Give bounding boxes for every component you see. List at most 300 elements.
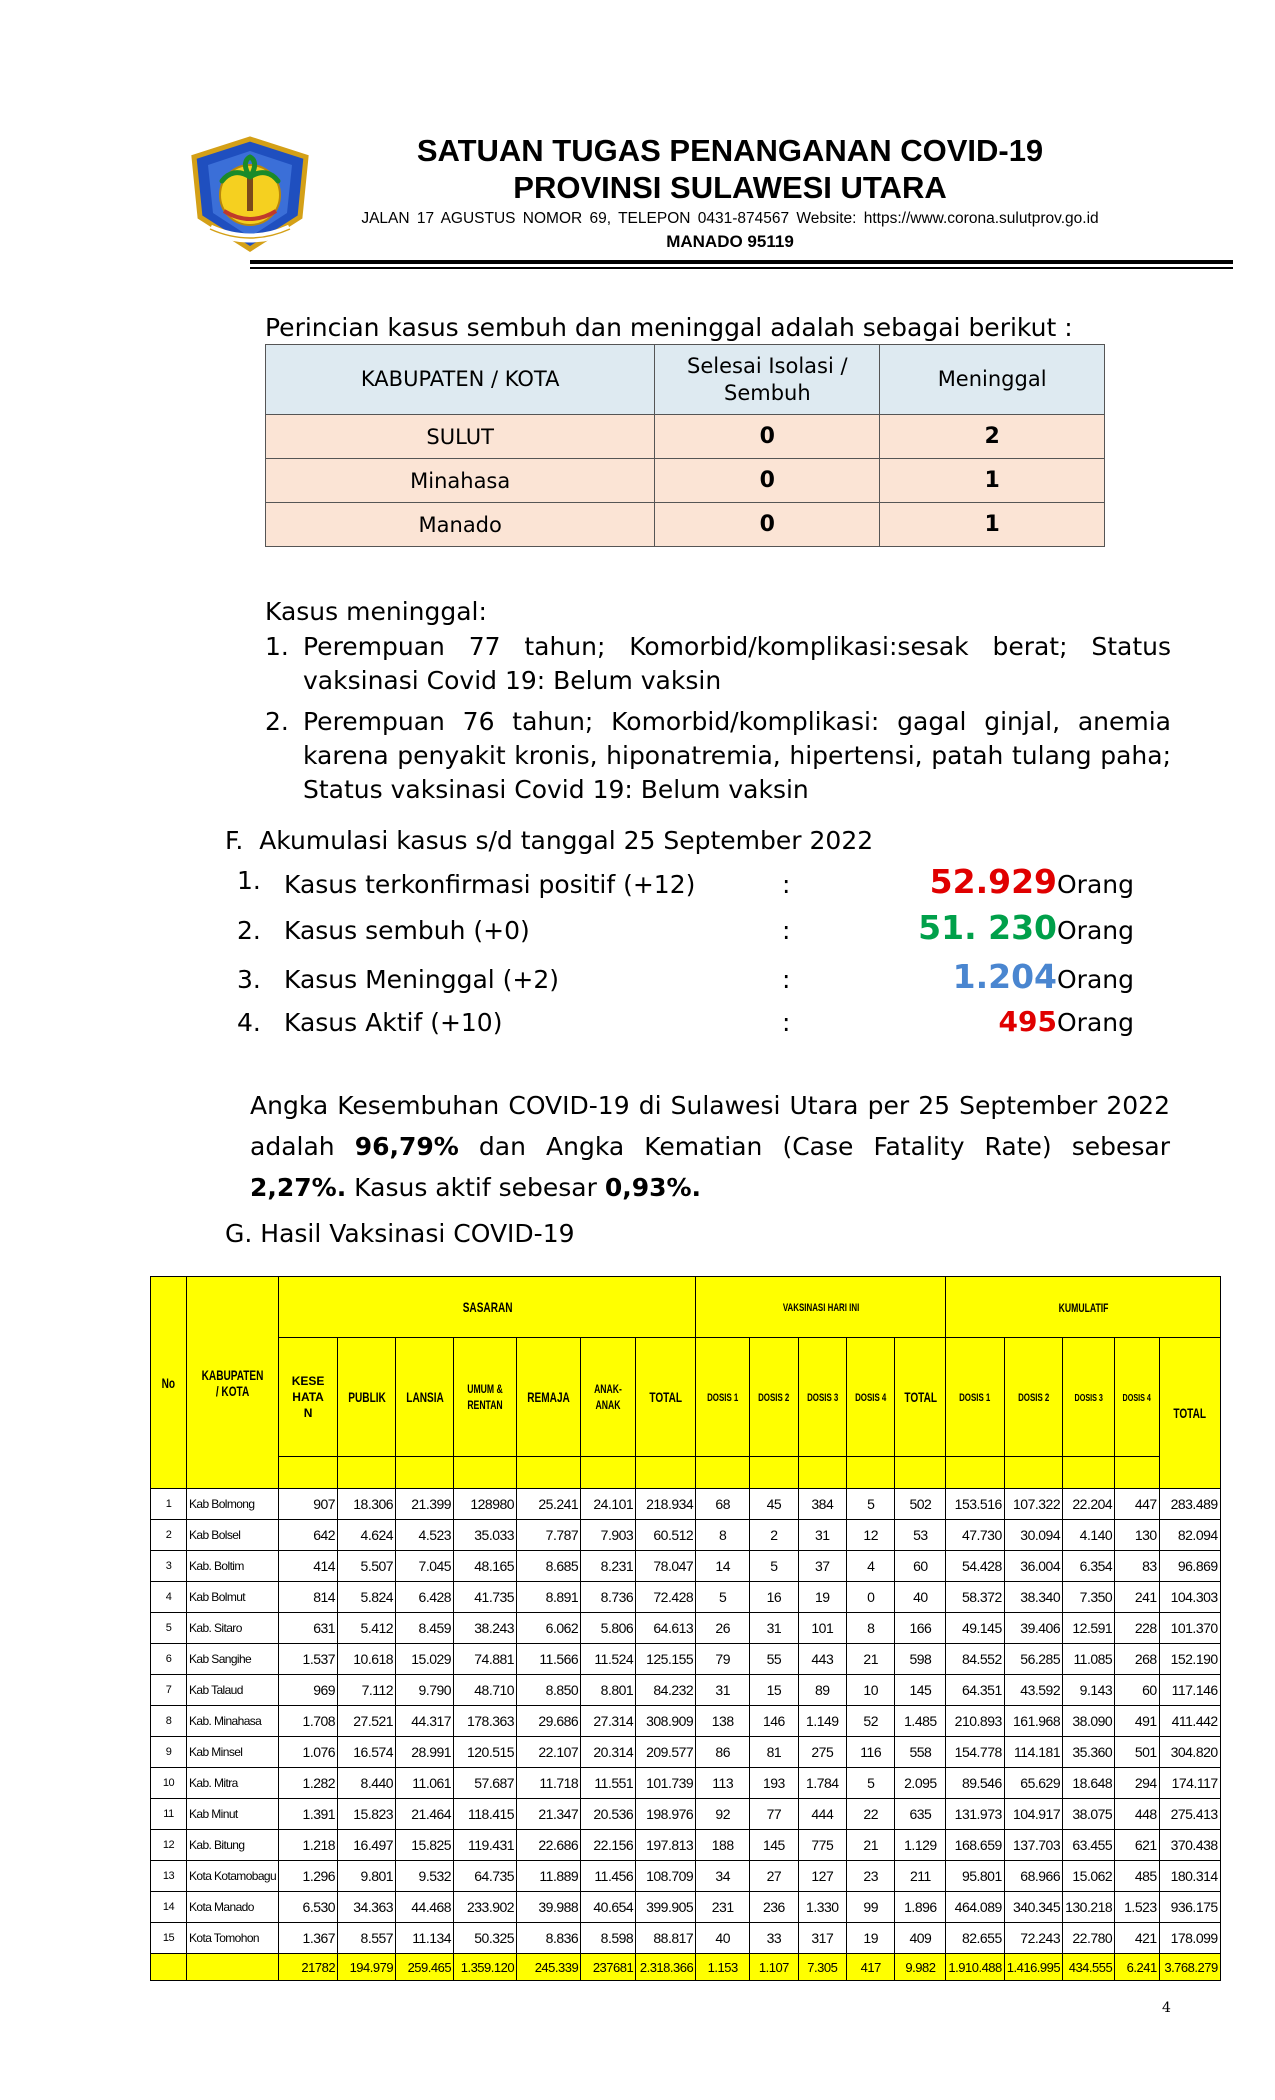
value-cell: 5.824 (338, 1582, 396, 1613)
value-cell: 417 (847, 1954, 895, 1981)
accumulation-label: Kasus Meninggal (+2) (284, 965, 560, 994)
value-cell: 22.686 (517, 1830, 581, 1861)
vax-total-row (151, 1954, 1221, 1981)
value-cell: 8.557 (338, 1923, 396, 1954)
death-case-number: 1. (265, 632, 289, 661)
value-cell: 116 (847, 1737, 895, 1768)
value-cell: 120.515 (454, 1737, 517, 1768)
recovery-death-table (265, 344, 1105, 547)
accumulation-row-recovered (237, 908, 1137, 956)
value-cell: 414 (279, 1551, 338, 1582)
row-number-cell: 4 (151, 1582, 187, 1613)
page-number: 4 (1162, 2000, 1171, 2016)
value-cell: 145 (895, 1675, 946, 1706)
value-cell: 178.099 (1159, 1923, 1220, 1954)
value-cell: 501 (1115, 1737, 1159, 1768)
summary-text: Kasus aktif sebesar (346, 1173, 605, 1202)
vax-col-kum-dosis1 (946, 1338, 1004, 1457)
value-cell: 2.318.366 (636, 1954, 696, 1981)
region-cell: Minahasa (266, 459, 655, 503)
value-cell: 84.232 (636, 1675, 696, 1706)
value-cell: 39.406 (1004, 1613, 1062, 1644)
accumulation-colon: : (782, 916, 791, 945)
value-cell: 6.241 (1115, 1954, 1159, 1981)
value-cell: 113 (696, 1768, 750, 1799)
value-cell: 22 (847, 1799, 895, 1830)
vax-blank-cell (581, 1457, 636, 1489)
value-cell: 72.428 (636, 1582, 696, 1613)
table-row (151, 1892, 1221, 1923)
vax-blank-cell (946, 1457, 1004, 1489)
value-cell: 99 (847, 1892, 895, 1923)
value-cell: 65.629 (1004, 1768, 1062, 1799)
value-cell: 3.768.279 (1159, 1954, 1220, 1981)
table-row (151, 1830, 1221, 1861)
vax-header-hari-ini (696, 1277, 946, 1338)
vax-col-dosis3 (798, 1338, 846, 1457)
accumulation-index: 4. (237, 1008, 261, 1037)
value-cell: 154.778 (946, 1737, 1004, 1768)
vax-col-label: TOTAL (649, 1389, 683, 1405)
value-cell: 56.285 (1004, 1644, 1062, 1675)
accumulation-unit: Orang (1057, 870, 1134, 899)
vax-col-label: PUBLIK (347, 1389, 386, 1405)
vax-col-label: ANAK-ANAK (594, 1382, 623, 1412)
row-number-cell: 7 (151, 1675, 187, 1706)
letterhead-divider-thick (250, 260, 1233, 264)
region-cell: Manado (266, 503, 655, 547)
value-cell: 36.004 (1004, 1551, 1062, 1582)
summary-text: dan Angka Kematian (Case Fatality Rate) sebesar (458, 1132, 1170, 1161)
column-header-sembuh-label: Selesai Isolasi / Sembuh (687, 353, 848, 405)
value-cell: 29.686 (517, 1706, 581, 1737)
value-cell: 20.536 (581, 1799, 636, 1830)
vax-col-kum-dosis4 (1115, 1338, 1159, 1457)
value-cell: 9.801 (338, 1861, 396, 1892)
vax-col-label: LANSIA (405, 1389, 444, 1405)
value-cell: 775 (798, 1830, 846, 1861)
value-cell: 11.566 (517, 1644, 581, 1675)
value-cell: 11.061 (396, 1768, 454, 1799)
value-cell: 21782 (279, 1954, 338, 1981)
value-cell: 52 (847, 1706, 895, 1737)
row-number-cell: 8 (151, 1706, 187, 1737)
value-cell: 259.465 (396, 1954, 454, 1981)
value-cell: 8.850 (517, 1675, 581, 1706)
value-cell: 2.095 (895, 1768, 946, 1799)
value-cell: 10 (847, 1675, 895, 1706)
deaths-cell: 1 (880, 503, 1105, 547)
vax-col-label: DOSIS 2 (758, 1392, 790, 1404)
deaths-label: Kasus meninggal: (265, 597, 487, 626)
vax-col-label: DOSIS 1 (707, 1392, 739, 1404)
column-header-kabupaten: KABUPATEN / KOTA (266, 345, 655, 415)
value-cell: 1.129 (895, 1830, 946, 1861)
region-name-cell: Kab. Boltim (187, 1551, 279, 1582)
value-cell: 21 (847, 1830, 895, 1861)
death-case-item (265, 630, 1171, 698)
table-row (266, 459, 1105, 503)
accumulation-index: 1. (237, 866, 261, 895)
value-cell: 104.917 (1004, 1799, 1062, 1830)
value-cell: 1.218 (279, 1830, 338, 1861)
value-cell: 15.823 (338, 1799, 396, 1830)
vax-col-kesehatan (279, 1338, 338, 1457)
value-cell: 6.530 (279, 1892, 338, 1923)
vax-header-no-label: No (161, 1374, 176, 1391)
table-row (151, 1520, 1221, 1551)
value-cell: 107.322 (1004, 1489, 1062, 1520)
value-cell: 16 (750, 1582, 798, 1613)
value-cell: 152.190 (1159, 1644, 1220, 1675)
value-cell: 11.551 (581, 1768, 636, 1799)
value-cell: 8.598 (581, 1923, 636, 1954)
value-cell: 6.062 (517, 1613, 581, 1644)
vax-col-kum-dosis2 (1004, 1338, 1062, 1457)
value-cell: 8.231 (581, 1551, 636, 1582)
value-cell: 45 (750, 1489, 798, 1520)
value-cell: 245.339 (517, 1954, 581, 1981)
value-cell: 294 (1115, 1768, 1159, 1799)
value-cell: 1.149 (798, 1706, 846, 1737)
region-name-cell: Kota Manado (187, 1892, 279, 1923)
value-cell: 166 (895, 1613, 946, 1644)
value-cell: 108.709 (636, 1861, 696, 1892)
value-cell: 8.836 (517, 1923, 581, 1954)
value-cell: 82.094 (1159, 1520, 1220, 1551)
value-cell: 11.524 (581, 1644, 636, 1675)
value-cell: 11.085 (1063, 1644, 1115, 1675)
value-cell: 57.687 (454, 1768, 517, 1799)
section-f-heading: F. Akumulasi kasus s/d tanggal 25 September 2022 (225, 826, 874, 855)
value-cell: 101.370 (1159, 1613, 1220, 1644)
value-cell: 1.896 (895, 1892, 946, 1923)
value-cell: 137.703 (1004, 1830, 1062, 1861)
value-cell: 19 (798, 1582, 846, 1613)
accumulation-unit: Orang (1057, 965, 1134, 994)
value-cell: 11.134 (396, 1923, 454, 1954)
value-cell: 86 (696, 1737, 750, 1768)
value-cell: 399.905 (636, 1892, 696, 1923)
value-cell: 44.468 (396, 1892, 454, 1923)
vax-col-total (895, 1338, 946, 1457)
letterhead-divider-thin (250, 267, 1233, 269)
value-cell: 1.485 (895, 1706, 946, 1737)
death-case-item (265, 705, 1171, 807)
recovered-cell: 0 (655, 459, 880, 503)
value-cell: 2 (750, 1520, 798, 1551)
value-cell: 5 (750, 1551, 798, 1582)
value-cell: 74.881 (454, 1644, 517, 1675)
value-cell: 443 (798, 1644, 846, 1675)
region-name-cell: Kab Bolmut (187, 1582, 279, 1613)
vax-blank-cell (454, 1457, 517, 1489)
value-cell: 9.532 (396, 1861, 454, 1892)
value-cell: 64.613 (636, 1613, 696, 1644)
value-cell: 40 (895, 1582, 946, 1613)
value-cell: 95.801 (946, 1861, 1004, 1892)
value-cell: 5 (696, 1582, 750, 1613)
value-cell: 317 (798, 1923, 846, 1954)
value-cell: 502 (895, 1489, 946, 1520)
value-cell: 25.241 (517, 1489, 581, 1520)
value-cell: 22.156 (581, 1830, 636, 1861)
recovery-rate-summary (250, 1085, 1170, 1208)
recovery-death-intro: Perincian kasus sembuh dan meninggal adalah sebagai berikut : (265, 313, 1073, 342)
value-cell: 131.973 (946, 1799, 1004, 1830)
recovered-cell: 0 (655, 415, 880, 459)
vax-blank-cell (636, 1457, 696, 1489)
vax-blank-cell (1004, 1457, 1062, 1489)
value-cell: 1.416.995 (1004, 1954, 1062, 1981)
value-cell: 283.489 (1159, 1489, 1220, 1520)
value-cell: 1.523 (1115, 1892, 1159, 1923)
value-cell: 209.577 (636, 1737, 696, 1768)
value-cell: 464.089 (946, 1892, 1004, 1923)
value-cell: 40.654 (581, 1892, 636, 1923)
value-cell: 38.090 (1063, 1706, 1115, 1737)
value-cell: 114.181 (1004, 1737, 1062, 1768)
value-cell: 49.145 (946, 1613, 1004, 1644)
row-number-cell: 13 (151, 1861, 187, 1892)
vaccination-table-body (151, 1489, 1221, 1981)
value-cell: 47.730 (946, 1520, 1004, 1551)
accumulation-label: Kasus sembuh (+0) (284, 916, 530, 945)
accumulation-index: 3. (237, 965, 261, 994)
value-cell: 10.618 (338, 1644, 396, 1675)
value-cell: 969 (279, 1675, 338, 1706)
accumulation-value: 52.929 (929, 862, 1057, 901)
value-cell: 1.076 (279, 1737, 338, 1768)
value-cell: 1.708 (279, 1706, 338, 1737)
accumulation-colon: : (782, 1008, 791, 1037)
value-cell: 174.117 (1159, 1768, 1220, 1799)
value-cell: 127 (798, 1861, 846, 1892)
value-cell: 64.351 (946, 1675, 1004, 1706)
value-cell: 38.075 (1063, 1799, 1115, 1830)
vax-col-label: UMUM & RENTAN (467, 1382, 503, 1412)
vax-blank-cell (338, 1457, 396, 1489)
vax-header-kumulatif-label: KUMULATIF (1058, 1300, 1108, 1315)
value-cell: 444 (798, 1799, 846, 1830)
active-rate-value: 0,93%. (604, 1173, 702, 1202)
value-cell: 11.718 (517, 1768, 581, 1799)
value-cell: 138 (696, 1706, 750, 1737)
value-cell: 54.428 (946, 1551, 1004, 1582)
value-cell: 58.372 (946, 1582, 1004, 1613)
vax-blank-cell (279, 1457, 338, 1489)
value-cell: 1.107 (750, 1954, 798, 1981)
value-cell: 15.062 (1063, 1861, 1115, 1892)
value-cell: 5.806 (581, 1613, 636, 1644)
value-cell: 23 (847, 1861, 895, 1892)
vax-header-kabupaten-label: KABUPATEN / KOTA (201, 1366, 264, 1399)
value-cell: 31 (696, 1675, 750, 1706)
value-cell: 27.314 (581, 1706, 636, 1737)
value-cell: 210.893 (946, 1706, 1004, 1737)
vax-col-label: DOSIS 4 (855, 1392, 887, 1404)
value-cell: 27 (750, 1861, 798, 1892)
vax-blank-cell (1063, 1457, 1115, 1489)
region-name-cell: Kab Bolsel (187, 1520, 279, 1551)
value-cell: 79 (696, 1644, 750, 1675)
region-name-cell: Kab Minut (187, 1799, 279, 1830)
value-cell: 20.314 (581, 1737, 636, 1768)
value-cell: 28.991 (396, 1737, 454, 1768)
region-name-cell: Kab Minsel (187, 1737, 279, 1768)
value-cell: 38.243 (454, 1613, 517, 1644)
vax-col-anak (581, 1338, 636, 1457)
value-cell: 814 (279, 1582, 338, 1613)
value-cell: 241 (1115, 1582, 1159, 1613)
value-cell: 233.902 (454, 1892, 517, 1923)
accumulation-row-confirmed (237, 862, 1137, 910)
row-number-cell: 15 (151, 1923, 187, 1954)
value-cell: 22.204 (1063, 1489, 1115, 1520)
vax-col-label: DOSIS 1 (959, 1392, 991, 1404)
value-cell: 5 (847, 1489, 895, 1520)
vax-col-dosis1 (696, 1338, 750, 1457)
accumulation-row-deaths (237, 957, 1137, 1005)
value-cell: 125.155 (636, 1644, 696, 1675)
value-cell: 130.218 (1063, 1892, 1115, 1923)
value-cell: 41.735 (454, 1582, 517, 1613)
accumulation-colon: : (782, 870, 791, 899)
vax-col-label: DOSIS 4 (1122, 1392, 1152, 1404)
row-number-cell: 10 (151, 1768, 187, 1799)
value-cell: 1.367 (279, 1923, 338, 1954)
table-row (151, 1582, 1221, 1613)
value-cell: 421 (1115, 1923, 1159, 1954)
value-cell: 197.813 (636, 1830, 696, 1861)
value-cell: 14 (696, 1551, 750, 1582)
row-number-cell: 9 (151, 1737, 187, 1768)
letterhead-title-line2: PROVINSI SULAWESI UTARA (513, 170, 947, 205)
value-cell: 16.574 (338, 1737, 396, 1768)
vax-blank-cell (696, 1457, 750, 1489)
value-cell: 237681 (581, 1954, 636, 1981)
value-cell: 485 (1115, 1861, 1159, 1892)
value-cell: 81 (750, 1737, 798, 1768)
value-cell: 194.979 (338, 1954, 396, 1981)
value-cell: 21.464 (396, 1799, 454, 1830)
value-cell: 34 (696, 1861, 750, 1892)
value-cell: 104.303 (1159, 1582, 1220, 1613)
value-cell: 43.592 (1004, 1675, 1062, 1706)
summary-text: Angka Kesembuhan COVID-19 di Sulawesi Utara per 25 September 2022 adalah (250, 1091, 1170, 1161)
value-cell: 193 (750, 1768, 798, 1799)
value-cell: 1.282 (279, 1768, 338, 1799)
accumulation-colon: : (782, 965, 791, 994)
value-cell: 18.648 (1063, 1768, 1115, 1799)
value-cell: 84.552 (946, 1644, 1004, 1675)
value-cell: 231 (696, 1892, 750, 1923)
value-cell: 188 (696, 1830, 750, 1861)
value-cell: 68 (696, 1489, 750, 1520)
value-cell: 8.891 (517, 1582, 581, 1613)
value-cell: 7.903 (581, 1520, 636, 1551)
table-row (151, 1799, 1221, 1830)
value-cell: 9.982 (895, 1954, 946, 1981)
value-cell: 145 (750, 1830, 798, 1861)
value-cell: 7.350 (1063, 1582, 1115, 1613)
row-number-cell (151, 1954, 187, 1981)
vax-col-kum-total (1159, 1338, 1220, 1489)
value-cell: 8 (847, 1613, 895, 1644)
region-name-cell: Kab Bolmong (187, 1489, 279, 1520)
value-cell: 180.314 (1159, 1861, 1220, 1892)
letterhead-title-line1: SATUAN TUGAS PENANGANAN COVID-19 (416, 133, 1044, 168)
section-g-heading: G. Hasil Vaksinasi COVID-19 (225, 1219, 575, 1248)
value-cell: 5.412 (338, 1613, 396, 1644)
value-cell: 642 (279, 1520, 338, 1551)
deaths-cell: 2 (880, 415, 1105, 459)
death-case-number: 2. (265, 707, 289, 736)
accumulation-label: Kasus terkonfirmasi positif (+12) (284, 870, 696, 899)
value-cell: 60 (895, 1551, 946, 1582)
value-cell: 268 (1115, 1644, 1159, 1675)
value-cell: 5.507 (338, 1551, 396, 1582)
value-cell: 340.345 (1004, 1892, 1062, 1923)
value-cell: 308.909 (636, 1706, 696, 1737)
value-cell: 22.107 (517, 1737, 581, 1768)
value-cell: 6.354 (1063, 1551, 1115, 1582)
vax-col-label: TOTAL (904, 1389, 937, 1405)
region-name-cell: Kab Sangihe (187, 1644, 279, 1675)
row-number-cell: 6 (151, 1644, 187, 1675)
column-header-meninggal: Meninggal (880, 345, 1105, 415)
value-cell: 130 (1115, 1520, 1159, 1551)
value-cell: 11.456 (581, 1861, 636, 1892)
value-cell: 60 (1115, 1675, 1159, 1706)
vax-col-label: DOSIS 3 (806, 1392, 838, 1404)
value-cell: 4.523 (396, 1520, 454, 1551)
region-name-cell: Kab. Mitra (187, 1768, 279, 1799)
value-cell: 8.736 (581, 1582, 636, 1613)
value-cell: 153.516 (946, 1489, 1004, 1520)
value-cell: 7.305 (798, 1954, 846, 1981)
value-cell: 19 (847, 1923, 895, 1954)
vax-header-no (151, 1277, 187, 1489)
value-cell: 411.442 (1159, 1706, 1220, 1737)
value-cell: 15 (750, 1675, 798, 1706)
vax-blank-cell (1115, 1457, 1159, 1489)
accumulation-value: 1.204 (952, 957, 1057, 996)
value-cell: 18.306 (338, 1489, 396, 1520)
row-number-cell: 14 (151, 1892, 187, 1923)
value-cell: 275 (798, 1737, 846, 1768)
value-cell: 218.934 (636, 1489, 696, 1520)
vax-header-hari-ini-label: VAKSINASI HARI INI (782, 1302, 860, 1314)
value-cell: 1.391 (279, 1799, 338, 1830)
value-cell: 304.820 (1159, 1737, 1220, 1768)
value-cell: 4 (847, 1551, 895, 1582)
value-cell: 22.780 (1063, 1923, 1115, 1954)
value-cell: 35.033 (454, 1520, 517, 1551)
value-cell: 8.440 (338, 1768, 396, 1799)
vax-col-label: DOSIS 3 (1074, 1392, 1103, 1404)
accumulation-label: Kasus Aktif (+10) (284, 1008, 503, 1037)
vax-header-blank-row (151, 1457, 1221, 1489)
value-cell: 35.360 (1063, 1737, 1115, 1768)
vax-header-sasaran-label: SASARAN (462, 1299, 513, 1315)
accumulation-value: 495 (998, 1005, 1057, 1038)
accumulation-unit: Orang (1057, 1008, 1134, 1037)
value-cell: 78.047 (636, 1551, 696, 1582)
value-cell: 12 (847, 1520, 895, 1551)
value-cell: 60.512 (636, 1520, 696, 1551)
region-name-cell: Kota Kotamobagu (187, 1861, 279, 1892)
